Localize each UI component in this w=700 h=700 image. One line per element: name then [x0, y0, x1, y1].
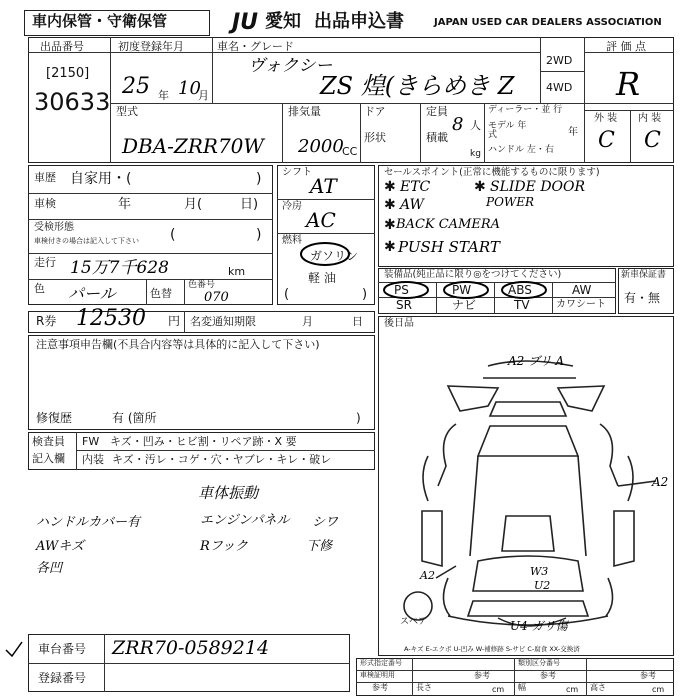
- warranty-value: 有・無: [624, 291, 661, 305]
- inspect-month: 月(: [184, 197, 203, 212]
- color-no-label: 色番号: [188, 280, 216, 290]
- recv-label: 受検形態: [34, 222, 74, 233]
- disp-label: 排気量: [288, 105, 321, 118]
- load-unit: kg: [470, 149, 481, 159]
- annot-rear-a: A2: [420, 569, 435, 582]
- form-title: 出品申込書: [314, 11, 404, 32]
- drive-2wd: 2WD: [546, 54, 573, 67]
- length-label: 長さ: [416, 683, 432, 692]
- history-value: 自家用・(: [70, 171, 132, 187]
- sales-bullet-4: ✱: [384, 217, 396, 233]
- history-section: [28, 165, 273, 305]
- chassis-value: ZRR70-0589214: [112, 637, 270, 659]
- eval-label: 評 価 点: [606, 40, 646, 53]
- fuel-paren: (: [284, 287, 290, 302]
- handle-label: ハンドル 左・右: [488, 145, 554, 155]
- color-value: パール: [68, 284, 116, 303]
- equip-abs: ABS: [508, 283, 532, 297]
- int-items: キズ・汚レ・コゲ・穴・ヤブレ・キレ・破レ: [112, 453, 332, 466]
- sales-aw: AW: [400, 197, 424, 213]
- repair-close: ): [356, 411, 361, 425]
- comment-1: 車体振動: [198, 484, 259, 502]
- comment-4: シワ: [312, 515, 339, 530]
- equipment-label: 装備品(純正品に限り◎をつけてください): [384, 269, 562, 280]
- ju-logo: JU: [232, 10, 259, 35]
- recycle-value: 12530: [76, 306, 146, 331]
- comment-8: 各凹: [36, 561, 63, 576]
- color-change-label: 色替: [150, 287, 172, 300]
- equip-sr: SR: [396, 298, 412, 312]
- cap-label: 定員: [426, 105, 448, 118]
- fuel-label: 燃料: [282, 235, 302, 246]
- after-label: 後日品: [384, 318, 414, 329]
- name-change-month: 月: [302, 315, 313, 328]
- chassis-label: 車台番号: [38, 642, 87, 656]
- inspect-day: 日): [240, 197, 259, 212]
- inspect-year: 年: [118, 197, 132, 212]
- lot-sub: [2150]: [46, 66, 90, 81]
- recv-note: 車検付きの場合は記入して下さい: [34, 237, 139, 245]
- inspector-label-1: 検査員: [32, 435, 65, 448]
- annot-w: W3: [530, 565, 549, 578]
- int-label: 内 装: [638, 113, 662, 124]
- ext-label: 外 装: [594, 113, 618, 124]
- comment-7: 下修: [306, 539, 333, 554]
- spec-section: [356, 658, 674, 696]
- model-year-label: モデル 年式: [488, 121, 527, 140]
- cert-label: 車検証明用: [360, 671, 395, 679]
- car-name: ヴォクシー: [248, 56, 333, 76]
- lot-label: 出品番号: [40, 40, 84, 53]
- comment-5: AWキズ: [36, 539, 84, 554]
- history-label: 車歴: [34, 171, 56, 184]
- lot-number: 30633: [34, 88, 111, 116]
- shift-label: シフト: [282, 167, 312, 178]
- cm-1: cm: [492, 685, 505, 694]
- model-code: DBA-ZRR70W: [122, 134, 264, 158]
- load-label: 積載: [426, 131, 448, 144]
- drive-4wd: 4WD: [546, 81, 573, 94]
- equip-aw: AW: [572, 283, 592, 297]
- equip-pw: PW: [452, 283, 472, 297]
- ref-label-3: 参考: [540, 671, 556, 680]
- inspect-label: 車検: [34, 197, 56, 210]
- reg-no-label: 登録番号: [38, 671, 87, 685]
- class-label: 類別区分番号: [518, 659, 560, 667]
- int-grade: C: [644, 128, 661, 153]
- reg-year: 25: [122, 74, 150, 99]
- ac-value: AC: [306, 208, 336, 232]
- sales-back-camera: BACK CAMERA: [396, 217, 501, 232]
- width-label: 幅: [518, 683, 526, 692]
- dealer-label: ディーラー・並 行: [488, 105, 563, 115]
- shape-spec-label: 形式指定番号: [360, 659, 402, 667]
- annot-side: A2: [652, 475, 669, 489]
- ac-label: 冷房: [282, 201, 302, 212]
- recv-paren-close: ): [256, 227, 262, 243]
- equip-circles: [378, 280, 558, 300]
- shift-value: AT: [310, 174, 337, 198]
- ext-grade: C: [598, 128, 615, 153]
- mileage-value: 15万7千628: [70, 258, 169, 278]
- fuel-alt: 軽 油: [308, 271, 336, 285]
- fuel-paren-close: ): [362, 287, 368, 302]
- warranty-label: 新車保証書: [621, 270, 667, 280]
- sales-power: POWER: [486, 195, 535, 209]
- repair-value: 有 (箇所: [112, 411, 157, 425]
- cm-3: cm: [652, 685, 665, 694]
- sales-bullet-5: ✱: [384, 239, 396, 255]
- name-label: 車名・グレード: [217, 40, 294, 53]
- storage-label: 車内保管・守衛保管: [32, 12, 168, 30]
- fw-items: キズ・凹み・ヒビ割・リペア跡・X 要: [110, 435, 297, 448]
- notes-label: 注意事項申告欄(不具合内容等は具体的に記入して下さい): [36, 338, 320, 351]
- recv-paren: (: [170, 227, 176, 243]
- check-mark: [4, 640, 24, 660]
- diagram-legend: A-キズ E-エクボ U-凹み W-補修跡 S-サビ C-腐食 XX-交換済: [404, 645, 580, 653]
- cap-unit: 人: [470, 119, 481, 132]
- month-unit: 月: [198, 89, 209, 102]
- recycle-unit: 円: [168, 314, 181, 328]
- sales-label: セールスポイント(正常に機能するものに限ります): [384, 167, 600, 178]
- sales-bullet-3: ✱: [384, 197, 396, 213]
- door-label: ドア: [364, 105, 386, 118]
- ref-label-4: 参考: [640, 671, 656, 680]
- equip-tv: TV: [514, 298, 530, 312]
- sales-push-start: PUSH START: [398, 238, 500, 256]
- equip-navi: ナビ: [452, 298, 477, 312]
- cap-value: 8: [452, 114, 464, 135]
- mileage-label: 走行: [34, 256, 56, 269]
- eval-score: R: [616, 65, 641, 103]
- year-label: 年: [568, 127, 578, 138]
- sales-bullet-1: ✱: [384, 179, 396, 195]
- sales-bullet-2: ✱: [474, 179, 486, 195]
- name-change-day: 日: [352, 315, 363, 328]
- annot-bumper: U4 ガリ傷: [510, 619, 568, 633]
- grade: ZS 煌(きらめき Z: [320, 72, 515, 100]
- int-inspect-label: 内装: [82, 453, 104, 466]
- model-label: 型式: [116, 105, 138, 118]
- name-change-label: 名変通知期限: [190, 315, 256, 328]
- cm-2: cm: [566, 685, 579, 694]
- color-no-value: 070: [204, 290, 229, 305]
- inspector-label-2: 記入欄: [32, 452, 65, 465]
- annot-u: U2: [534, 579, 551, 592]
- comment-2: ハンドルカバー有: [36, 515, 141, 530]
- shape-label: 形状: [364, 131, 386, 144]
- comment-3: エンジンパネル: [200, 513, 290, 528]
- equip-ps: PS: [394, 283, 409, 297]
- year-unit: 年: [158, 89, 169, 102]
- association-full: JAPAN USED CAR DEALERS ASSOCIATION: [434, 17, 662, 28]
- reg-label: 初度登録年月: [118, 40, 184, 53]
- disp-unit: CC: [342, 145, 358, 158]
- fw-label: FW: [82, 435, 100, 448]
- mileage-unit: km: [228, 265, 246, 278]
- reg-month: 10: [178, 78, 201, 99]
- height-label: 高さ: [590, 683, 606, 692]
- spare-label: スペア: [400, 617, 428, 627]
- sales-etc: ETC: [400, 179, 431, 195]
- disp-value: 2000: [298, 136, 344, 157]
- ref-label-2: 参考: [474, 671, 490, 680]
- color-label: 色: [34, 282, 45, 295]
- repair-label: 修復歴: [36, 411, 73, 425]
- ref-label-1: 参考: [372, 683, 388, 692]
- sales-slide-door: SLIDE DOOR: [490, 179, 586, 195]
- recycle-label: R券: [36, 314, 57, 328]
- comment-6: Rフック: [200, 539, 248, 554]
- fuel-circle: [300, 241, 350, 267]
- fuel-value: ガソリン: [310, 249, 359, 263]
- association-short: 愛知: [265, 11, 301, 32]
- annot-roof: A2 ブリ A: [508, 354, 565, 368]
- history-close: ): [256, 171, 262, 187]
- equip-kawa-seat: カワシート: [556, 299, 606, 310]
